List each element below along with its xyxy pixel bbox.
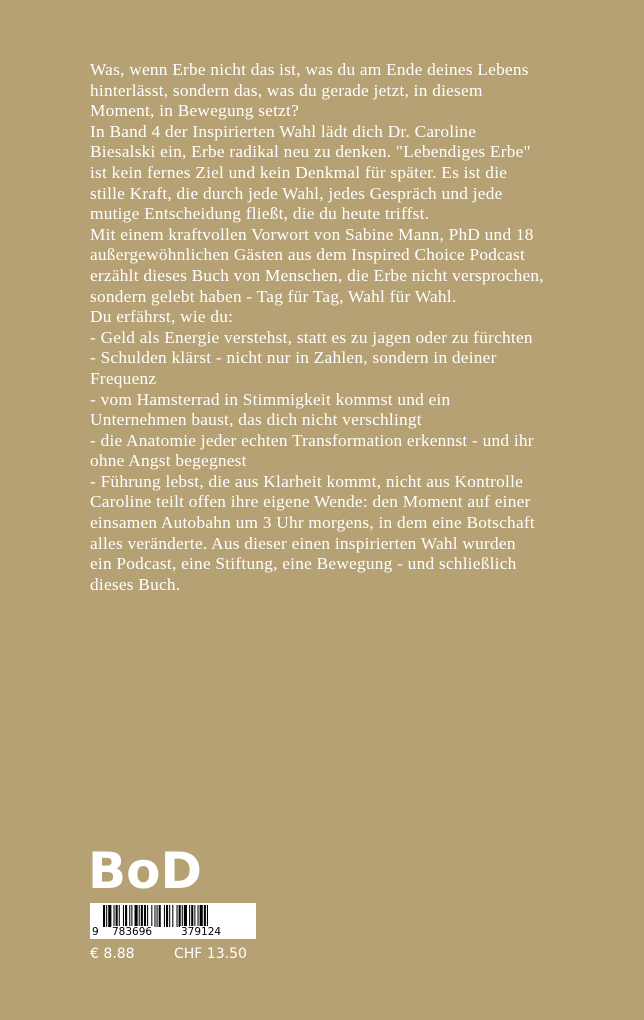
barcode-bar xyxy=(114,905,115,927)
blurb-line: einsamen Autobahn um 3 Uhr morgens, in dem eine Botschaft xyxy=(90,513,535,533)
blurb-line: ohne Angst begegnest xyxy=(90,451,247,471)
blurb-line: außergewöhnlichen Gästen aus dem Inspired Choice Podcast xyxy=(90,245,526,265)
barcode-digits xyxy=(90,925,256,939)
isbn-barcode xyxy=(90,903,256,939)
publisher-logo: BoD xyxy=(88,842,202,900)
price-chf: CHF 13.50 xyxy=(174,946,247,962)
barcode-bar xyxy=(177,905,178,927)
blurb-line: mutige Entscheidung fließt, die du heute triffst. xyxy=(90,204,430,224)
barcode-bar xyxy=(184,905,187,927)
barcode-bar xyxy=(164,905,165,927)
barcode-bar xyxy=(108,905,111,927)
blurb-line: Frequenz xyxy=(90,368,157,388)
blurb-line: alles veränderte. Aus dieser einen inspirierten Wahl wurden xyxy=(90,533,516,553)
blurb-line: Unternehmen baust, das dich nicht verschlingt xyxy=(90,410,422,430)
barcode-bar xyxy=(141,905,143,927)
blurb-line: - Schulden klärst - nicht nur in Zahlen, sondern in deiner xyxy=(90,348,497,368)
blurb-line: ist kein fernes Ziel und kein Denkmal für später. Es ist die xyxy=(90,162,508,182)
barcode-bar xyxy=(147,905,148,927)
blurb-line: In Band 4 der Inspirierten Wahl lädt dich Dr. Caroline xyxy=(90,121,477,141)
barcode-digits-left: 783696 xyxy=(112,926,153,938)
barcode-bar xyxy=(103,905,105,927)
barcode-bar xyxy=(151,905,152,927)
barcode-bar xyxy=(179,905,181,927)
barcode-bar xyxy=(198,905,199,927)
barcode-bar xyxy=(119,905,120,927)
blurb-line: - die Anatomie jeder echten Transformation erkennst - und ihr xyxy=(90,430,534,450)
barcode-bar xyxy=(200,905,203,927)
blurb-line: ein Podcast, eine Stiftung, eine Bewegung - und schließlich xyxy=(90,554,517,574)
barcode-bar xyxy=(123,905,124,927)
barcode-bar xyxy=(129,905,130,927)
blurb-line: hinterlässt, sondern das, was du gerade jetzt, in diesem xyxy=(90,80,483,100)
barcode-digits-right: 379124 xyxy=(181,926,222,938)
blurb-line: Mit einem kraftvollen Vorwort von Sabine Mann, PhD und 18 xyxy=(90,224,534,244)
blurb-line: - vom Hamsterrad in Stimmigkeit kommst und ein xyxy=(90,389,451,409)
barcode-bar xyxy=(131,905,132,927)
blurb-line: stille Kraft, die durch jede Wahl, jedes Gespräch und jede xyxy=(90,183,503,203)
barcode-bar xyxy=(182,905,183,927)
barcode-bar xyxy=(106,905,107,927)
barcode-bar xyxy=(207,905,208,927)
barcode-bar xyxy=(169,905,170,927)
barcode-bar xyxy=(194,905,195,927)
barcode-bar xyxy=(135,905,138,927)
barcode-bar xyxy=(166,905,168,927)
barcode-bar xyxy=(154,905,155,927)
barcode-bar xyxy=(157,905,158,927)
barcode-bar xyxy=(139,905,140,927)
blurb-line: dieses Buch. xyxy=(90,574,181,594)
blurb-line: Biesalski ein, Erbe radikal neu zu denken. "Lebendiges Erbe" xyxy=(90,142,531,162)
price-eur: € 8.88 xyxy=(90,946,135,962)
barcode-bar xyxy=(116,905,118,927)
barcode-bar xyxy=(191,905,193,927)
blurb-line: Moment, in Bewegung setzt? xyxy=(90,101,300,121)
blurb-line: - Führung lebst, die aus Klarheit kommt, nicht aus Kontrolle xyxy=(90,471,524,491)
blurb-line: sondern gelebt haben - Tag für Tag, Wahl für Wahl. xyxy=(90,286,457,306)
blurb-line: Du erfährst, wie du: xyxy=(90,307,234,327)
blurb-line: - Geld als Energie verstehst, statt es zu jagen oder zu fürchten xyxy=(90,327,533,347)
blurb-line: Was, wenn Erbe nicht das ist, was du am Ende deines Lebens xyxy=(90,60,529,79)
barcode-digit-first: 9 xyxy=(92,926,99,938)
barcode-bar xyxy=(204,905,206,927)
barcode-bar xyxy=(189,905,190,927)
barcode-bar xyxy=(144,905,146,927)
barcode-bar xyxy=(159,905,161,927)
blurb-line: erzählt dieses Buch von Menschen, die Erbe nicht versprochen, xyxy=(90,265,544,285)
blurb-line: Caroline teilt offen ihre eigene Wende: den Moment auf einer xyxy=(90,492,531,512)
back-cover-blurb xyxy=(90,60,570,595)
barcode-bar xyxy=(125,905,127,927)
barcode-bar xyxy=(172,905,173,927)
